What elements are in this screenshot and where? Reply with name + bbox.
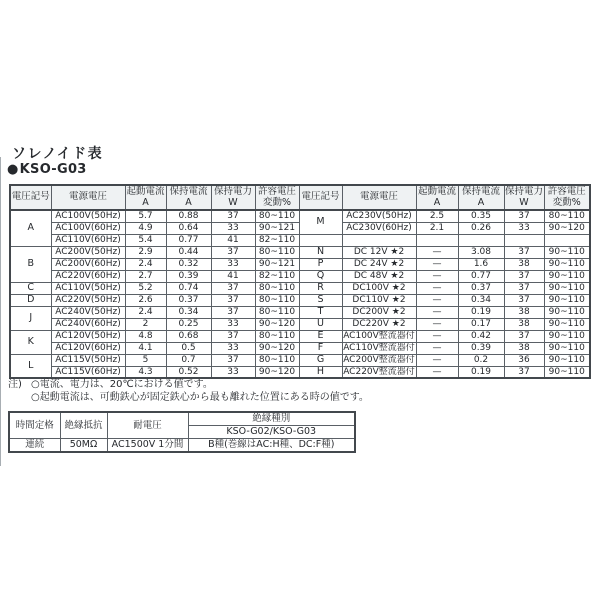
start-current-cell: — [416,282,458,294]
col-header-hold-power-label: 保持電力 [504,185,543,197]
col-header-source-voltage: 電源電圧 [51,185,125,210]
source-voltage-cell: DC 12V ★2 [342,246,416,258]
voltage-symbol-cell: C [10,282,51,294]
solenoid-table-header [10,185,590,210]
col-header-hold-power [211,185,255,210]
note-prefix: 注) [8,379,22,390]
solenoid-table-body [10,210,590,378]
voltage-symbol-cell: U [299,318,342,330]
start-current-cell: 2.1 [416,222,458,234]
table-row [10,306,590,318]
model-code: KSO-G03 [19,162,87,177]
hold-current-cell: 0.64 [166,222,211,234]
voltage-symbol-cell: B [10,246,51,282]
source-voltage-cell: AC240V(50Hz) [51,306,125,318]
start-current-cell: — [416,366,458,378]
hold-power-cell: 37 [211,354,255,366]
source-voltage-cell: AC220V整流器付 [343,366,415,377]
start-current-cell: 2.7 [125,270,166,282]
table-row [10,342,590,354]
table-row [10,354,590,366]
fluctuation-cell: 80~110 [255,210,299,222]
hold-current-cell: 0.77 [458,270,504,282]
fluctuation-cell: 90~120 [544,222,590,234]
voltage-symbol-cell: M [299,210,342,234]
source-voltage-cell: AC200V(50Hz) [51,246,125,258]
hold-current-cell: 3.08 [458,246,504,258]
voltage-symbol-cell: Q [299,270,342,282]
insulation-spec-table-body [9,412,355,452]
col-header-voltage-symbol: 電圧記号 [10,185,51,210]
hold-power-cell: 37 [504,294,544,306]
hold-current-cell: 0.77 [166,234,211,246]
table-row [10,294,590,306]
fluctuation-cell: 90~110 [544,282,590,294]
col-header-fluctuation [544,185,590,210]
col-header-hold-current-unit: A [477,196,485,208]
start-current-cell: 4.9 [125,222,166,234]
hold-power-cell: 37 [504,330,544,342]
col-header-start-current-unit: A [142,196,149,208]
hold-current-cell: 0.5 [166,342,211,354]
col-header-fluctuation-label: 許容電圧 [257,185,296,197]
start-current-cell: — [416,318,458,330]
header-row [10,185,590,210]
model-heading [7,162,87,177]
spec-data-row [9,438,355,452]
hold-power-cell: 41 [211,234,255,246]
fluctuation-cell: 90~120 [255,366,299,378]
col-header-start-current-label: 起動電流 [126,185,165,197]
hold-current-cell: 0.19 [458,306,504,318]
voltage-symbol-cell: F [299,342,342,354]
source-voltage-cell: AC110V(60Hz) [51,234,125,246]
fluctuation-cell: 90~120 [255,342,299,354]
source-voltage-cell: AC220V(60Hz) [51,270,125,282]
fluctuation-cell: 90~121 [255,258,299,270]
start-current-cell: — [416,270,458,282]
spec-col-time-rating: 時間定格 [9,412,60,438]
fluctuation-cell: 90~110 [544,342,590,354]
source-voltage-cell: DC 48V ★2 [342,270,416,282]
hold-power-cell: 38 [504,258,544,270]
page-edge-line [0,157,1,466]
table-row [10,210,590,222]
fluctuation-cell: 80~110 [255,246,299,258]
hold-current-cell: 0.26 [458,222,504,234]
col-header-hold-current-label: 保持電流 [461,185,500,197]
source-voltage-cell: DC200V ★2 [342,306,416,318]
hold-current-cell: 0.52 [166,366,211,378]
voltage-symbol-cell: L [10,354,51,378]
spec-col-withstand-voltage: 耐電圧 [107,412,188,438]
spec-col-insulation-resistance: 絶縁抵抗 [60,412,107,438]
hold-power-cell: 37 [211,294,255,306]
col-header-hold-power-label: 保持電力 [213,185,252,197]
start-current-cell: 5.2 [125,282,166,294]
col-header-start-current-label: 起動電流 [417,185,456,197]
hold-current-cell: 0.39 [166,270,211,282]
spec-header-row [9,412,355,425]
hold-power-cell: 37 [211,210,255,222]
table-row [10,366,590,378]
table-row [10,258,590,270]
voltage-symbol-cell: J [10,306,51,330]
table-row [10,330,590,342]
start-current-cell: 2.6 [125,294,166,306]
source-voltage-cell: AC240V(60Hz) [51,318,125,330]
start-current-cell: 4.1 [125,342,166,354]
hold-current-cell: 0.42 [458,330,504,342]
voltage-symbol-cell: R [299,282,342,294]
hold-current-cell: 0.74 [166,282,211,294]
hold-current-cell: 0.34 [166,306,211,318]
hold-power-cell: 36 [504,354,544,366]
hold-power-cell: 33 [211,258,255,270]
start-current-cell: 5.4 [125,234,166,246]
fluctuation-cell: 90~110 [544,366,590,378]
source-voltage-cell: AC230V(60Hz) [342,222,416,234]
fluctuation-cell: 90~120 [255,318,299,330]
bullet-icon: ● [7,162,19,177]
col-header-fluctuation [255,185,299,210]
col-header-start-current [416,185,458,210]
col-header-source-voltage: 電源電圧 [342,185,416,210]
hold-current-cell: 0.37 [166,294,211,306]
hold-current-cell: 0.68 [166,330,211,342]
fluctuation-cell: 90~110 [544,294,590,306]
hold-power-cell: 33 [211,318,255,330]
source-voltage-cell: AC120V(60Hz) [51,342,125,354]
start-current-cell: — [416,330,458,342]
source-voltage-cell: AC115V(50Hz) [51,354,125,366]
source-voltage-cell: AC200V(60Hz) [51,258,125,270]
fluctuation-cell: 80~110 [255,294,299,306]
voltage-symbol-cell: T [299,306,342,318]
hold-power-cell: 33 [211,366,255,378]
voltage-symbol-cell: A [10,210,51,246]
notes-block [8,378,369,404]
fluctuation-cell: 90~110 [544,270,590,282]
start-current-cell: — [416,354,458,366]
spec-col-insulation-class-models: KSO-G02/KSO-G03 [188,425,355,438]
col-header-hold-current-label: 保持電流 [169,185,208,197]
table-row [10,282,590,294]
hold-current-cell: 0.2 [458,354,504,366]
hold-current-cell: 0.7 [166,354,211,366]
col-header-start-current-unit: A [433,196,441,208]
hold-current-cell: 0.34 [458,294,504,306]
fluctuation-cell: 80~110 [255,282,299,294]
voltage-symbol-cell: E [299,330,342,342]
start-current-cell: — [416,306,458,318]
fluctuation-cell: 90~110 [544,246,590,258]
fluctuation-cell: 90~110 [544,330,590,342]
time-rating-value: 連続 [9,438,60,452]
hold-power-cell: 38 [504,342,544,354]
fluctuation-cell: 90~110 [544,306,590,318]
col-header-hold-power [504,185,544,210]
source-voltage-cell: AC100V(60Hz) [51,222,125,234]
hold-current-cell [458,234,504,246]
voltage-symbol-cell: D [10,294,51,306]
start-current-cell: — [416,258,458,270]
source-voltage-cell: DC100V ★2 [342,282,416,294]
source-voltage-cell: AC110V(50Hz) [51,282,125,294]
hold-power-cell: 41 [211,270,255,282]
col-header-hold-current-unit: A [185,196,192,208]
hold-power-cell [504,234,544,246]
voltage-symbol-cell: G [299,354,342,366]
col-header-hold-power-unit: W [519,196,529,208]
hold-power-cell: 33 [211,342,255,354]
source-voltage-cell: AC200V整流器付 [343,354,415,365]
voltage-symbol-cell: S [299,294,342,306]
hold-current-cell: 0.17 [458,318,504,330]
fluctuation-cell: 82~110 [255,270,299,282]
hold-power-cell: 37 [211,282,255,294]
fluctuation-cell: 80~110 [255,306,299,318]
start-current-cell [416,234,458,246]
hold-current-cell: 0.32 [166,258,211,270]
source-voltage-cell: AC120V(50Hz) [51,330,125,342]
source-voltage-cell: AC115V(60Hz) [51,366,125,378]
hold-power-cell: 37 [211,246,255,258]
hold-power-cell: 37 [211,330,255,342]
source-voltage-cell: DC110V ★2 [342,294,416,306]
start-current-cell: — [416,342,458,354]
source-voltage-cell: AC230V(50Hz) [342,210,416,222]
hold-power-cell: 33 [211,222,255,234]
hold-power-cell: 37 [504,270,544,282]
source-voltage-cell: AC220V(50Hz) [51,294,125,306]
start-current-cell: 4.3 [125,366,166,378]
note-line [8,378,369,391]
fluctuation-cell: 90~121 [255,222,299,234]
start-current-cell: — [416,246,458,258]
insulation-class-value: B種(巻線はAC:H種、DC:F種) [188,438,355,452]
source-voltage-cell: DC 24V ★2 [342,258,416,270]
hold-current-cell: 0.37 [458,282,504,294]
col-header-fluctuation-label: 許容電圧 [547,185,586,197]
page-title: ソレノイド表 [12,146,104,162]
source-voltage-cell: AC110V整流器付 [343,342,415,353]
fluctuation-cell: 82~110 [255,234,299,246]
voltage-symbol-cell: N [299,246,342,258]
fluctuation-cell: 90~110 [544,258,590,270]
hold-current-cell: 0.39 [458,342,504,354]
hold-power-cell: 38 [504,306,544,318]
voltage-symbol-cell: K [10,330,51,354]
start-current-cell: 4.8 [125,330,166,342]
hold-power-cell: 38 [504,318,544,330]
col-header-hold-current [166,185,211,210]
col-header-start-current [125,185,166,210]
fluctuation-cell: 90~110 [544,354,590,366]
hold-current-cell: 1.6 [458,258,504,270]
fluctuation-cell: 80~110 [255,330,299,342]
voltage-symbol-cell: P [299,258,342,270]
start-current-cell: 2 [125,318,166,330]
table-row [10,234,590,246]
start-current-cell: 2.4 [125,306,166,318]
source-voltage-cell: AC100V整流器付 [343,330,415,341]
fluctuation-cell: 90~110 [544,318,590,330]
hold-current-cell: 0.19 [458,366,504,378]
solenoid-table [9,184,591,379]
start-current-cell: 2.4 [125,258,166,270]
start-current-cell: 5.7 [125,210,166,222]
table-row [10,270,590,282]
spec-col-insulation-class: 絶縁種別 [188,412,355,425]
table-row [10,318,590,330]
col-header-hold-power-unit: W [228,196,238,208]
fluctuation-cell [544,234,590,246]
start-current-cell: 2.5 [416,210,458,222]
hold-current-cell: 0.25 [166,318,211,330]
hold-power-cell: 37 [504,282,544,294]
hold-power-cell: 37 [504,366,544,378]
col-header-fluctuation-unit: 変動% [262,196,292,208]
start-current-cell: 5 [125,354,166,366]
table-row [10,246,590,258]
note-text: ○電流、電力は、20℃における値です。 [31,379,213,390]
hold-power-cell: 37 [504,210,544,222]
hold-power-cell: 37 [504,246,544,258]
voltage-symbol-cell: H [299,366,342,378]
insulation-spec-table [8,411,356,453]
start-current-cell: — [416,294,458,306]
source-voltage-cell: DC220V ★2 [342,318,416,330]
hold-power-cell: 33 [504,222,544,234]
source-voltage-cell: AC100V(50Hz) [51,210,125,222]
hold-current-cell: 0.35 [458,210,504,222]
col-header-hold-current [458,185,504,210]
col-header-fluctuation-unit: 変動% [552,196,581,208]
hold-power-cell: 37 [211,306,255,318]
source-voltage-cell [342,234,416,246]
insulation-resistance-value: 50MΩ [60,438,107,452]
hold-current-cell: 0.44 [166,246,211,258]
hold-current-cell: 0.88 [166,210,211,222]
fluctuation-cell: 80~110 [255,354,299,366]
note-text: ○起動電流は、可動鉄心が固定鉄心から最も離れた位置にある時の値です。 [31,392,369,403]
start-current-cell: 2.9 [125,246,166,258]
voltage-symbol-cell [299,234,342,246]
col-header-voltage-symbol: 電圧記号 [299,185,342,210]
fluctuation-cell: 80~110 [544,210,590,222]
withstand-voltage-value: AC1500V 1分間 [107,438,188,452]
note-line [8,391,369,404]
